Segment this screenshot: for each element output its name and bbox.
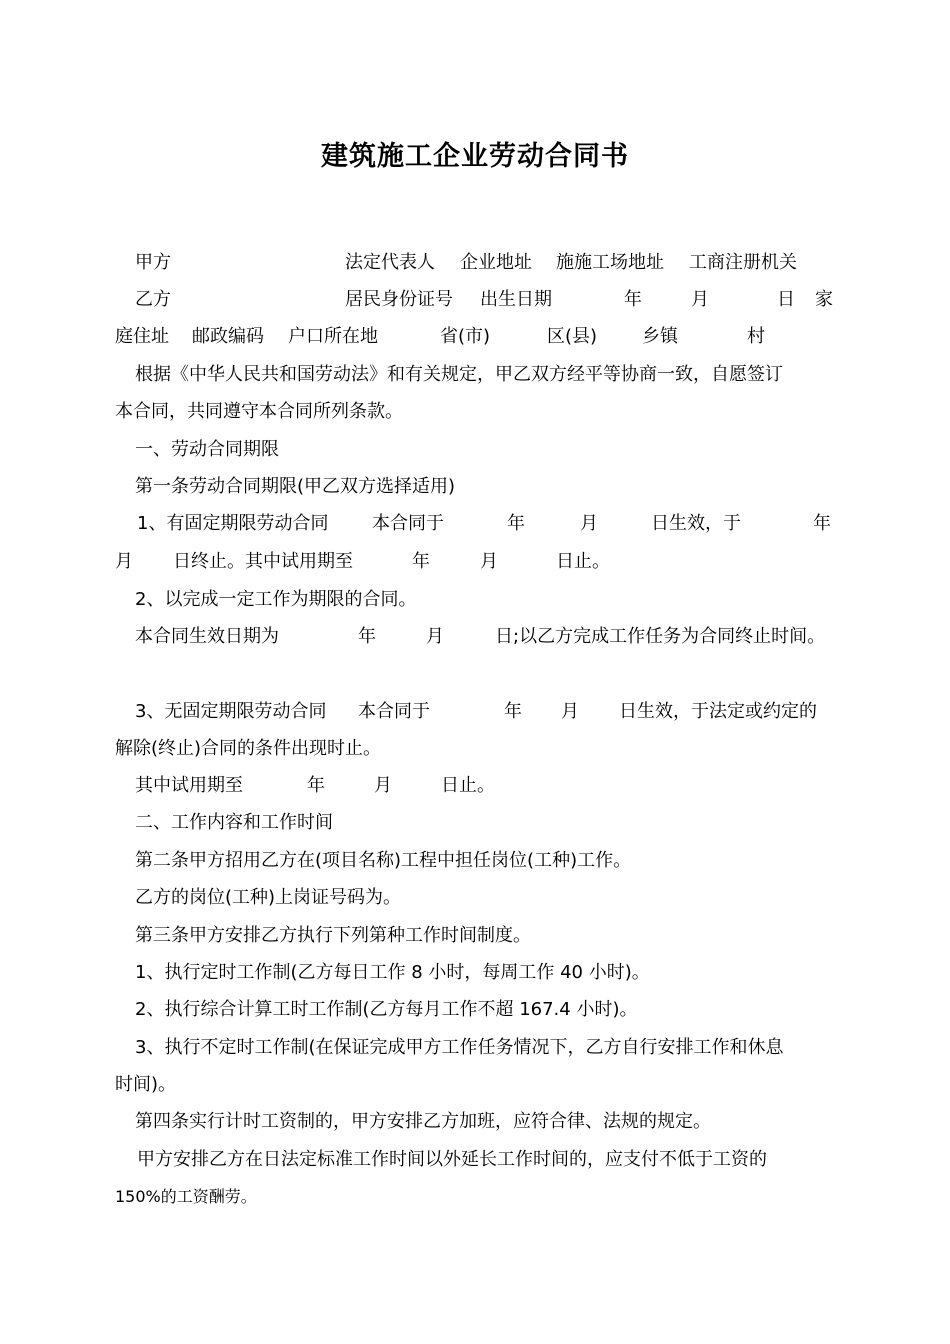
open-effective-label: 本合同于 — [358, 701, 430, 722]
id-number-field: 居民身份证号 — [345, 289, 453, 310]
article-2-text: 第二条甲方招用乙方在(项目名称)工程中担任岗位(工种)工作。 — [135, 850, 632, 871]
probation-year-label: 年 — [412, 551, 430, 572]
article-3-text: 第三条甲方安排乙方执行下列第种工作时间制度。 — [135, 925, 531, 946]
termination-condition: 解除(终止)合同的条件出现时止。 — [115, 738, 382, 759]
open-month-label: 月 — [561, 701, 579, 722]
village-label: 村 — [747, 326, 765, 347]
section-2-title: 二、工作内容和工作时间 — [135, 812, 333, 833]
start-day-label: 日生效，于 — [651, 513, 741, 534]
birth-month-label: 月 — [691, 289, 709, 310]
site-address-field: 施施工场地址 — [556, 252, 664, 273]
effective-from-label: 本合同于 — [372, 513, 444, 534]
document-title: 建筑施工企业劳动合同书 — [321, 141, 629, 172]
section-1-title: 一、劳动合同期限 — [135, 439, 279, 460]
end-day-probation: 日终止。其中试用期至 — [173, 551, 353, 572]
birth-day-label: 日 — [777, 289, 795, 310]
legal-rep-field: 法定代表人 — [345, 252, 435, 273]
article-1-text: 第一条劳动合同期限(甲乙双方选择适用) — [135, 476, 456, 497]
hours-option-3-text-cont: 时间)。 — [115, 1074, 177, 1095]
article-4-text: 第四条实行计时工资制的，甲方安排乙方加班，应符合律、法规的规定。 — [135, 1111, 711, 1132]
overtime-text-2: 150%的工资酬劳。 — [115, 1187, 257, 1206]
intro-text-1: 根据《中华人民共和国劳动法》和有关规定，甲乙双方经平等协商一致，自愿签订 — [135, 364, 783, 385]
open-probation-month: 月 — [374, 775, 392, 796]
overtime-text-1: 甲方安排乙方在日法定标准工作时间以外延长工作时间的，应支付不低于工资的 — [137, 1149, 767, 1170]
open-term-label: 3、无固定期限劳动合同 — [135, 701, 327, 722]
company-address-field: 企业地址 — [460, 252, 532, 273]
open-probation-year: 年 — [307, 775, 325, 796]
home-address-field: 庭住址 — [115, 326, 169, 347]
probation-month-label: 月 — [480, 551, 498, 572]
party-b-label: 乙方 — [135, 289, 171, 310]
birth-date-field: 出生日期 — [480, 289, 552, 310]
intro-text-2: 本合同，共同遵守本合同所列条款。 — [115, 401, 403, 422]
postcode-field: 邮政编码 — [192, 326, 264, 347]
province-label: 省(市) — [440, 326, 491, 347]
probation-day-label: 日止。 — [556, 551, 610, 572]
birth-year-label: 年 — [624, 289, 642, 310]
certificate-text: 乙方的岗位(工种)上岗证号码为。 — [135, 887, 402, 908]
hours-option-3-text: 3、执行不定时工作制(在保证完成甲方工作任务情况下，乙方自行安排工作和休息 — [135, 1037, 784, 1058]
end-year-label: 年 — [813, 513, 831, 534]
hours-option-1-text: 1、执行定时工作制(乙方每日工作 8 小时，每周工作 40 小时)。 — [135, 962, 650, 983]
district-label: 区(县) — [547, 326, 598, 347]
task-term-label: 2、以完成一定工作为期限的合同。 — [135, 589, 417, 610]
open-probation-label: 其中试用期至 — [135, 775, 243, 796]
hukou-field: 户口所在地 — [288, 326, 378, 347]
open-day-label: 日生效，于法定或约定的 — [619, 701, 817, 722]
fixed-term-label: 1、有固定期限劳动合同 — [137, 513, 329, 534]
open-year-label: 年 — [504, 701, 522, 722]
open-probation-day: 日止。 — [441, 775, 495, 796]
effective-month-label: 月 — [426, 626, 444, 647]
effective-date-label: 本合同生效日期为 — [135, 626, 279, 647]
start-month-label: 月 — [580, 513, 598, 534]
effective-year-label: 年 — [358, 626, 376, 647]
party-a-label: 甲方 — [135, 252, 171, 273]
end-month-label: 月 — [115, 551, 133, 572]
hours-option-2-text: 2、执行综合计算工时工作制(乙方每月工作不超 167.4 小时)。 — [135, 999, 638, 1020]
home-label-start: 家 — [815, 289, 833, 310]
effective-day-label: 日;以乙方完成工作任务为合同终止时间。 — [495, 626, 826, 647]
registration-authority-field: 工商注册机关 — [689, 252, 797, 273]
start-year-label: 年 — [507, 513, 525, 534]
town-label: 乡镇 — [642, 326, 678, 347]
